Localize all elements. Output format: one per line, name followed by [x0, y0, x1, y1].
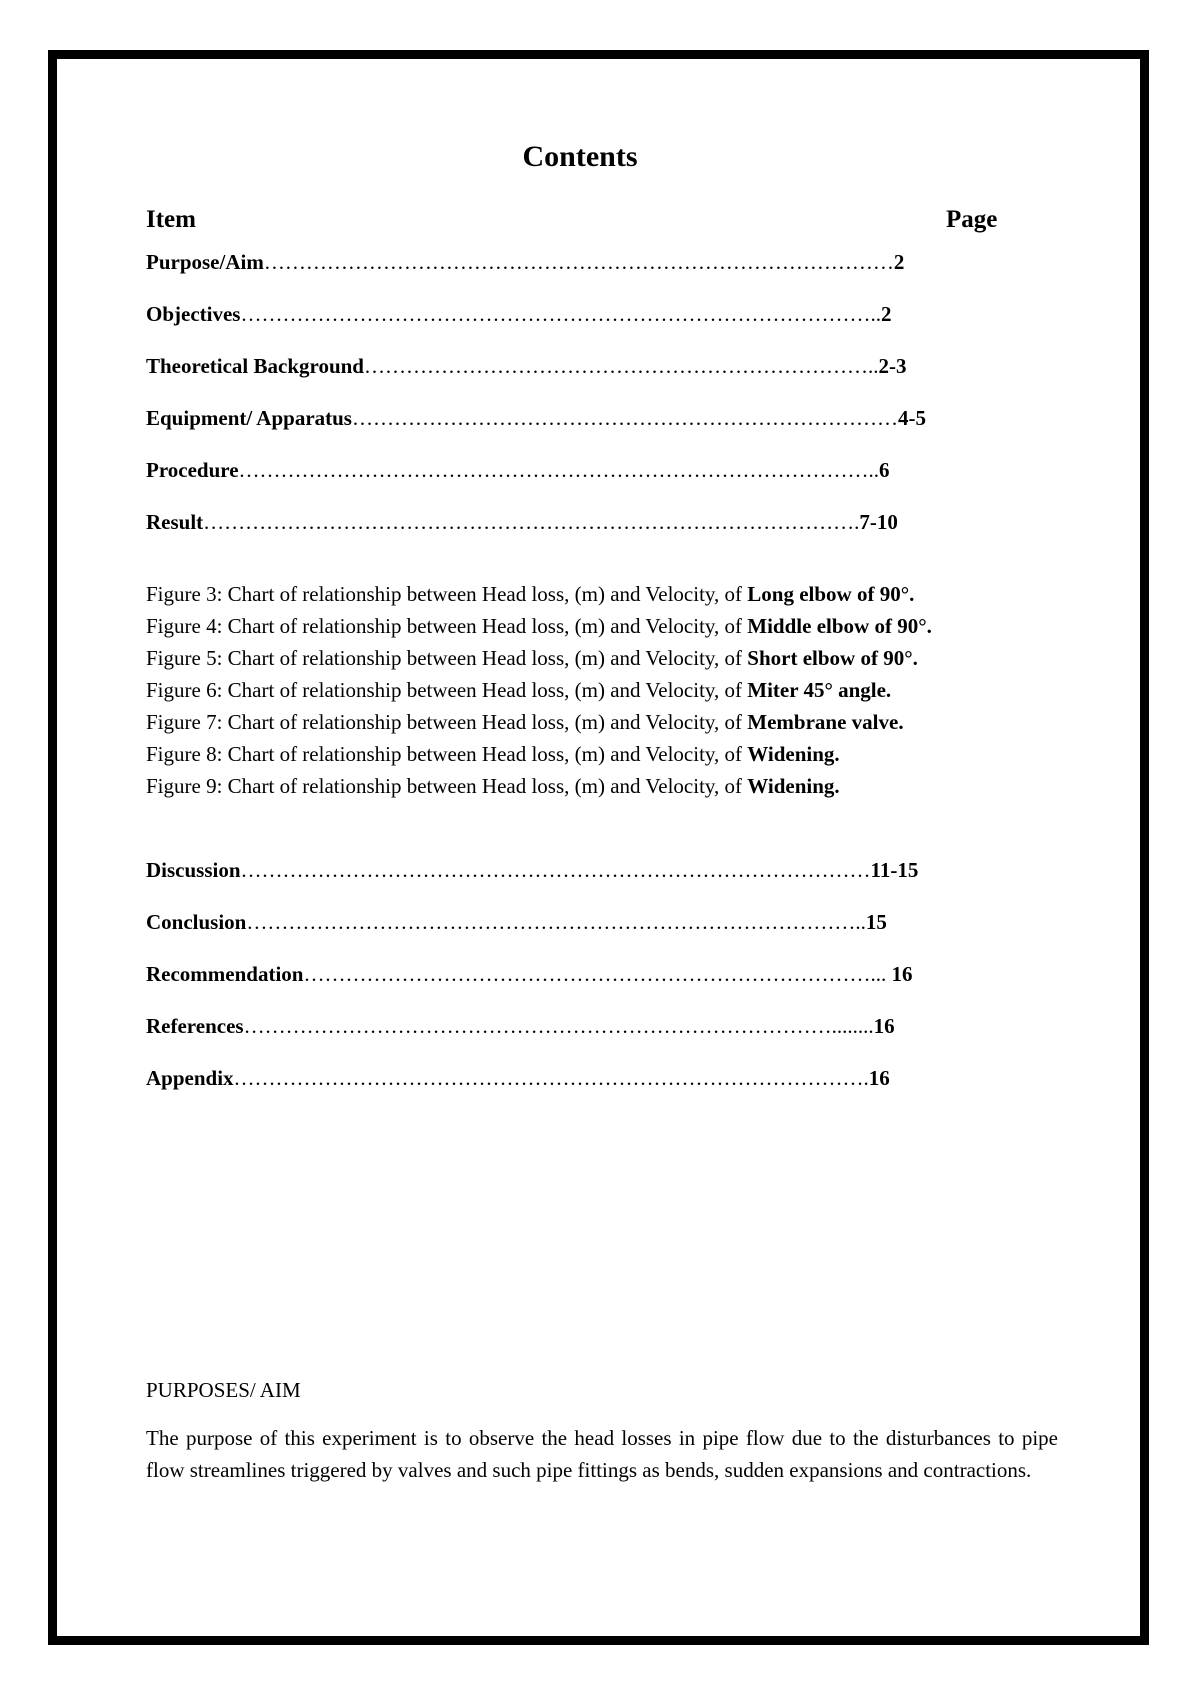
figure-subject: Membrane valve. — [747, 710, 904, 734]
figure-caption: Figure 8: Chart of relationship between Head loss, (m) and Velocity, of — [146, 742, 748, 766]
figure-list — [146, 578, 1066, 802]
toc-entry-label: Purpose/Aim — [146, 250, 264, 274]
figure-subject: Short elbow of 90°. — [747, 646, 918, 670]
page-column-header: Page — [946, 206, 998, 233]
toc-leader-dots: …………………………………………………………………………………. — [203, 510, 860, 534]
figure-subject: Widening. — [747, 774, 840, 798]
toc-entry-page: 16 — [873, 1014, 895, 1038]
toc-entry-references[interactable] — [146, 1014, 895, 1039]
toc-leader-dots: ……………………………………………………………………………….. — [240, 302, 881, 326]
toc-entry-label: Recommendation — [146, 962, 304, 986]
toc-entry-label: Objectives — [146, 302, 241, 326]
toc-entry-label: Theoretical Background — [146, 354, 364, 378]
toc-leader-dots: …………………………………………………………………………........ — [243, 1014, 874, 1038]
figure-caption: Figure 4: Chart of relationship between Head loss, (m) and Velocity, of — [146, 614, 748, 638]
toc-entry-page: 16 — [868, 1066, 890, 1090]
toc-leader-dots: ……………………………………………………………….. — [364, 354, 879, 378]
toc-leader-dots: ……………………………………………………………………………… — [263, 250, 894, 274]
toc-entry-appendix[interactable] — [146, 1066, 890, 1091]
figure-entry[interactable] — [146, 706, 1066, 738]
figure-caption: Figure 5: Chart of relationship between Head loss, (m) and Velocity, of — [146, 646, 748, 670]
toc-entry-label: Procedure — [146, 458, 239, 482]
toc-entry-objectives[interactable] — [146, 302, 891, 327]
toc-leader-dots: …………………………………………………………………… — [351, 406, 898, 430]
toc-leader-dots: ……………………………………………………………………………….. — [238, 458, 880, 482]
toc-entry-conclusion[interactable] — [146, 910, 887, 935]
figure-entry[interactable] — [146, 674, 1066, 706]
toc-entry-label: References — [146, 1014, 244, 1038]
figure-caption: Figure 6: Chart of relationship between Head loss, (m) and Velocity, of — [146, 678, 748, 702]
toc-entry-equipment[interactable] — [146, 406, 926, 431]
figure-subject: Widening. — [747, 742, 840, 766]
figure-entry[interactable] — [146, 770, 1066, 802]
toc-entry-purpose[interactable] — [146, 250, 904, 275]
toc-entry-label: Discussion — [146, 858, 241, 882]
page-title: Contents — [522, 140, 638, 173]
toc-leader-dots: ………………………………………………………………………... — [303, 962, 887, 986]
toc-entry-page: 4-5 — [897, 406, 926, 430]
figure-caption: Figure 3: Chart of relationship between Head loss, (m) and Velocity, of — [146, 582, 748, 606]
figure-entry[interactable] — [146, 610, 1066, 642]
toc-leader-dots: ………………………………………………………………………………. — [233, 1066, 869, 1090]
item-column-header: Item — [146, 206, 196, 233]
toc-entry-theoretical-background[interactable] — [146, 354, 907, 379]
toc-entry-page: 6 — [879, 458, 890, 482]
figure-subject: Miter 45° angle. — [747, 678, 892, 702]
figure-entry[interactable] — [146, 578, 1066, 610]
section-paragraph: The purpose of this experiment is to observe the head losses in pipe flow due to the disturbances to pipe flow streamlines triggered by valves and such pipe fittings as bends, sudden expansions and contractions. — [146, 1426, 1058, 1482]
toc-leader-dots: …………………………………………………………………………….. — [246, 910, 866, 934]
toc-entry-page: 15 — [865, 910, 887, 934]
toc-entry-label: Conclusion — [146, 910, 247, 934]
figure-subject: Long elbow of 90°. — [747, 582, 915, 606]
toc-entry-page: 2 — [893, 250, 905, 274]
toc-entry-page: 16 — [886, 962, 913, 986]
toc-entry-label: Appendix — [146, 1066, 234, 1090]
figure-entry[interactable] — [146, 642, 1066, 674]
figure-caption: Figure 9: Chart of relationship between Head loss, (m) and Velocity, of — [146, 774, 748, 798]
toc-entry-recommendation[interactable] — [146, 962, 912, 987]
figure-entry[interactable] — [146, 738, 1066, 770]
page-border — [48, 50, 1149, 1645]
toc-entry-label: Result — [146, 510, 204, 534]
toc-entry-discussion[interactable] — [146, 858, 918, 883]
toc-entry-procedure[interactable] — [146, 458, 890, 483]
section-heading: PURPOSES/ AIM — [146, 1378, 301, 1402]
toc-leader-dots: ……………………………………………………………………………… — [240, 858, 871, 882]
toc-entry-page: 2-3 — [878, 354, 907, 378]
figure-caption: Figure 7: Chart of relationship between Head loss, (m) and Velocity, of — [146, 710, 748, 734]
figure-subject: Middle elbow of 90°. — [747, 614, 932, 638]
toc-entry-result[interactable] — [146, 510, 898, 535]
toc-entry-page: 11-15 — [870, 858, 919, 882]
toc-entry-page: 2 — [880, 302, 892, 326]
toc-entry-label: Equipment/ Apparatus — [146, 406, 352, 430]
toc-entry-page: 7-10 — [859, 510, 898, 534]
